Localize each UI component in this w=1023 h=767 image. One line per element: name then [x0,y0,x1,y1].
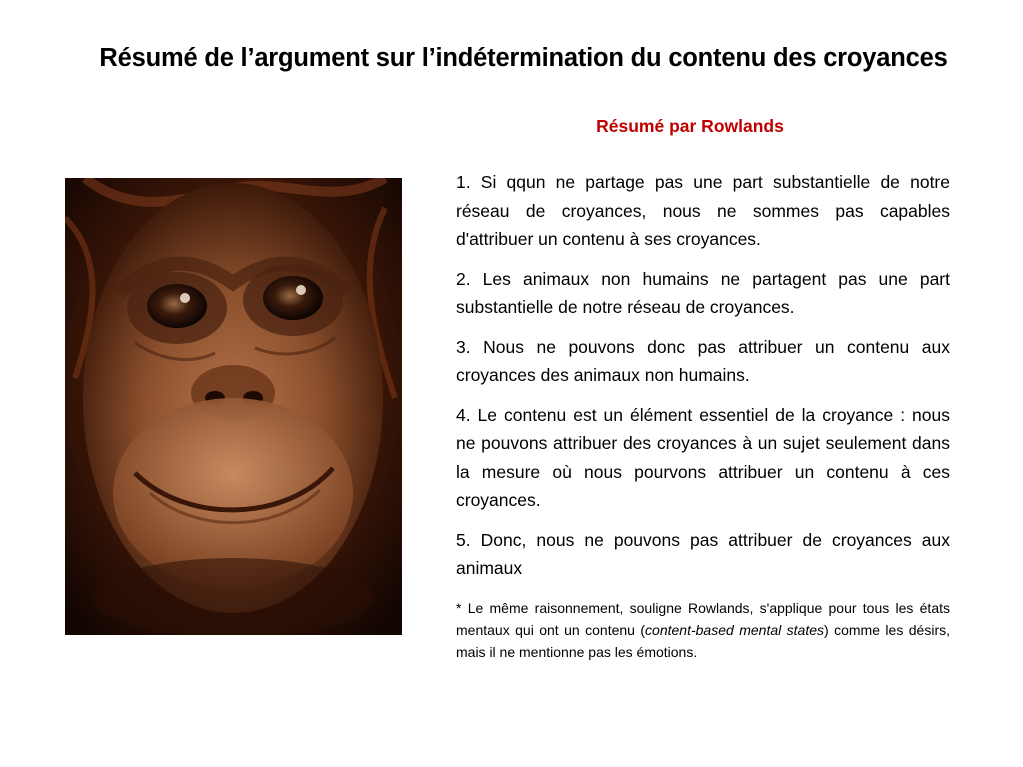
argument-point-3: 3. Nous ne pouvons donc pas attribuer un contenu aux croyances des animaux non humains. [456,336,950,385]
argument-point-1: 1. Si qqun ne partage pas une part substantielle de notre réseau de croyances, nous ne sommes pas capables d'attribuer un contenu à ses croyances. [456,172,950,249]
orangutan-illustration [65,178,402,635]
footnote [456,597,950,663]
slide-title: Résumé de l’argument sur l’indétermination du contenu des croyances [99,44,948,72]
slide-subtitle: Résumé par Rowlands [596,116,784,136]
argument-point-4: 4. Le contenu est un élément essentiel de la croyance : nous ne pouvons attribuer des croyances à un sujet seulement dans la mesure où nous pourvons attribuer un contenu à ces croyances. [456,404,950,510]
orangutan-photo [65,178,402,635]
footnote-text-end: ) comme les désirs, mais il ne mentionne pas les émotions. [456,621,950,660]
footnote-italic-term: content-based mental states [645,621,825,638]
argument-text [456,168,950,663]
argument-point-5: 5. Donc, nous ne pouvons pas attribuer de croyances aux animaux [456,529,950,578]
footnote-text-start: * Le même raisonnement, souligne Rowlands, s'applique pour tous les états mentaux qui ont un contenu ( [456,599,950,638]
argument-point-2: 2. Les animaux non humains ne partagent pas une part substantielle de notre réseau de croyances. [456,268,950,317]
